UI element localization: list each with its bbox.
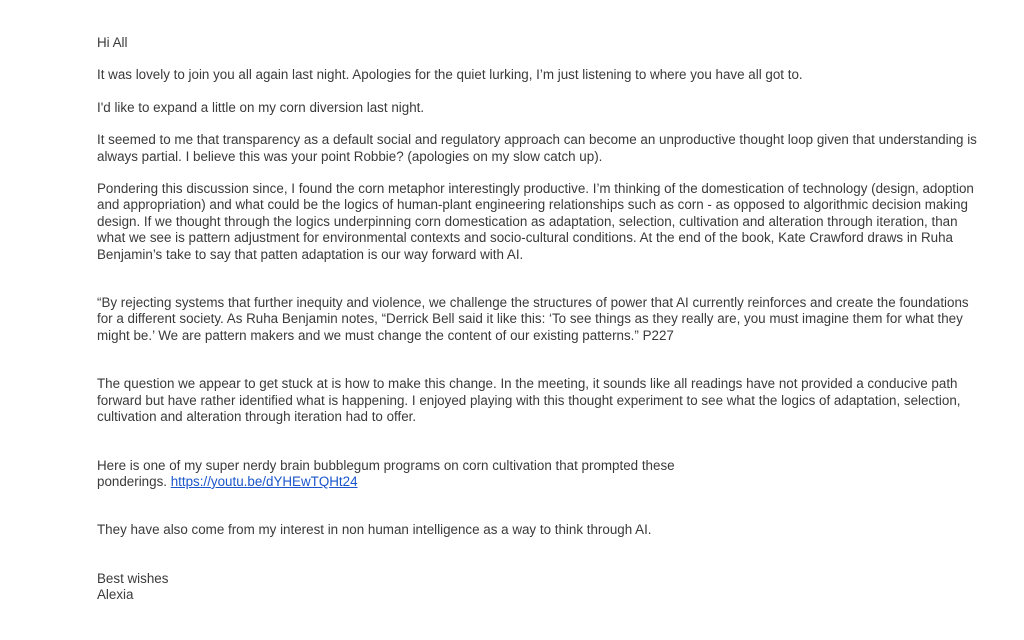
email-paragraph-6-prefix: ponderings. bbox=[97, 473, 167, 489]
email-paragraph-5: The question we appear to get stuck at is how to make this change. In the meeting, it sounds like all readings have not provided a conducive path forward but have rather identified what is happening. I enjoyed playing with this thought experiment to see what the logics of adaptation, selection, cultivation and alteration through iteration had to offer. bbox=[97, 376, 961, 425]
email-paragraph-7: They have also come from my interest in non human intelligence as a way to think through AI. bbox=[97, 522, 652, 538]
email-paragraph-3: It seemed to me that transparency as a default social and regulatory approach can become an unproductive thought loop given that understanding is always partial. I believe this was your point Robbie? (apologies on my slow catch up). bbox=[97, 132, 977, 164]
email-greeting: Hi All bbox=[97, 35, 128, 50]
email-paragraph-1: It was lovely to join you all again last night. Apologies for the quiet lurking, I’m just listening to where you have all got to. bbox=[97, 67, 803, 83]
email-signature: Alexia bbox=[97, 587, 134, 603]
email-paragraph-6-line-1: Here is one of my super nerdy brain bubblegum programs on corn cultivation that prompted these bbox=[97, 457, 675, 473]
youtube-link[interactable]: https://youtu.be/dYHEwTQHt24 bbox=[170, 473, 358, 489]
email-paragraph-6 bbox=[97, 458, 977, 491]
email-signoff: Best wishes bbox=[97, 570, 169, 586]
email-quote: “By rejecting systems that further inequity and violence, we challenge the structures of power that AI currently reinforces and create the foundations for a different society. As Ruha Benjamin notes, “Derrick Bell said it like this: ‘To see things as they really are, you must imagine them for what they might be.’ We are pattern makers and we must change the content of our existing patterns.” P227 bbox=[97, 295, 969, 343]
email-paragraph-4: Pondering this discussion since, I found the corn metaphor interestingly productive. I’m thinking of the domestication of technology (design, adoption and appropriation) and what could be the logics of human-plant engineering relationships such as corn - as opposed to algorithmic decision making design. If we thought through the logics underpinning corn domestication as adaptation, selection, cultivation and alteration through iteration, than what we see is pattern adjustment for environmental contexts and socio-cultural conditions. At the end of the book, Kate Crawford draws in Ruha Benjamin’s take to say that patten adaptation is our way forward with AI. bbox=[97, 181, 974, 262]
email-paragraph-6-line-2 bbox=[97, 474, 977, 490]
email-body bbox=[97, 35, 977, 604]
email-paragraph-2: I'd like to expand a little on my corn diversion last night. bbox=[97, 99, 425, 115]
